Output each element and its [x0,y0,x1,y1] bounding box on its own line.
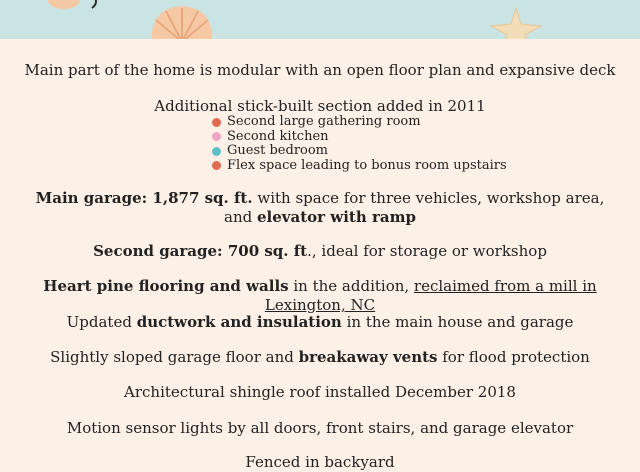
decorative-banner [0,0,640,39]
list-item: Second large gathering room [212,115,507,130]
shell-icon [42,0,102,14]
scallop-shell-icon [146,2,218,39]
main-garage-description: Main garage: 1,877 sq. ft. with space for three vehicles, workshop area, and elevator with ramp [35,189,605,226]
second-garage-description: Second garage: 700 sq. ft., ideal for storage or workshop [93,242,547,260]
fenced-yard-description: Fenced in backyard [245,453,395,471]
roof-description: Architectural shingle roof installed December 2018 [124,383,516,401]
list-item: Guest bedroom [212,144,507,159]
lights-description: Motion sensor lights by all doors, front stairs, and garage elevator [66,419,574,437]
list-item: Second kitchen [212,130,507,145]
list-item: Flex space leading to bonus room upstairs [212,159,507,174]
starfish-icon [486,6,546,39]
bullet-icon [212,118,221,127]
bullet-icon [212,147,221,156]
bullet-icon [212,161,221,170]
reclaimed-mill-link[interactable]: reclaimed from a mill in Lexington, NC [264,277,597,314]
addition-list [212,115,507,173]
ductwork-description: Updated ductwork and insulation in the main house and garage [66,313,574,331]
garage-floor-description: Slightly sloped garage floor and breakaway vents for flood protection [50,348,590,366]
pine-flooring-description: Heart pine flooring and walls in the addition, reclaimed from a mill in Lexington, NC [43,277,597,314]
addition-heading: Additional stick-built section added in 2011 [154,97,486,115]
bullet-icon [212,132,221,141]
modular-description: Main part of the home is modular with an open floor plan and expansive deck [24,61,616,79]
